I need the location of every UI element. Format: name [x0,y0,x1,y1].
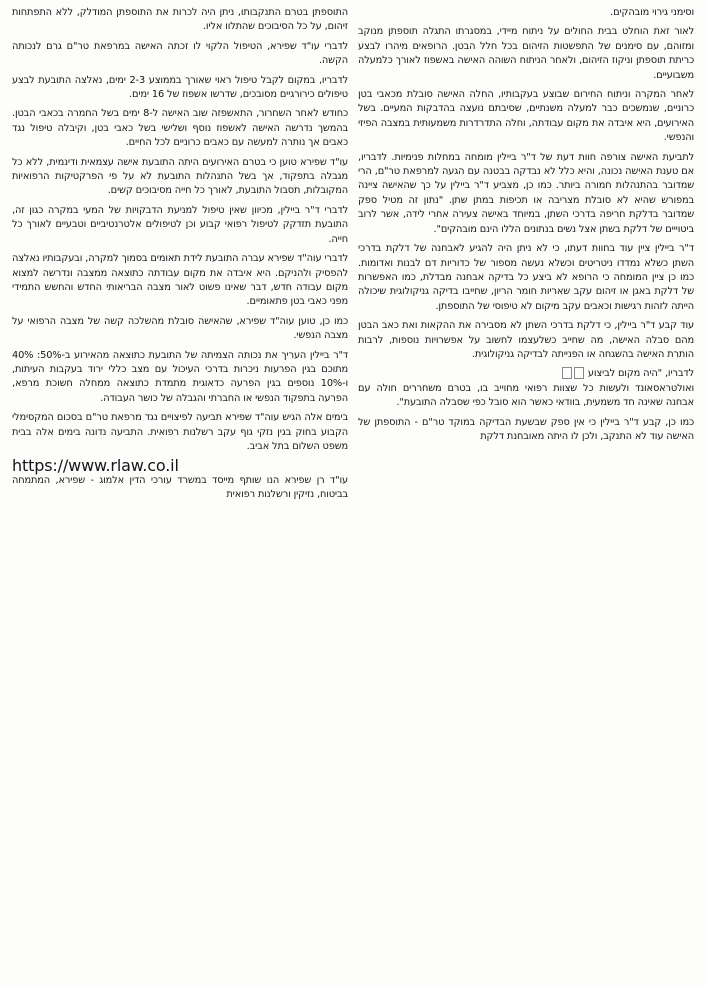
left-column [12,6,348,982]
paragraph: לדברי ד"ר ביילין, מכיוון שאין טיפול למניעת הדבקויות של המעי במקרה כגון זה, התובעת תזדקק לטיפול רפואי קבוע וכן לטיפולים אלטרנטיביים וטבעיים לאורך כל חייה. [12,204,348,245]
paragraph: כמו כן, טוען עוה"ד שפירא, שהאישה סובלת מהשלכה קשה של מצבה הרפואי על מצבה הנפשי. [12,315,348,342]
paragraph: בימים אלה הגיש עוה"ד שפירא תביעה לפיצויים נגד מרפאת טר"ם בסכום המקסימלי הקבוע בחוק בגין נזקי גוף עקב רשלנות רפואית. התביעה נדונה בימים אלה בבית משפט השלום בתל אביב. [12,412,348,452]
paragraph: ד"ר ביילין ציין עוד בחוות דעתו, כי לא ניתן היה להגיע לאבחנה של דלקת בדרכי השתן כשלא נמדדו ניטריטים וכשלא נעשה מספור של כדוריות דם לבנות ואדומות. כמו כן ציין המומחה כי הרופא לא ביצע כל בדיקה אבחנה מבדלת, כמו האפשרות של דלקת באגן או זיהום עקב שאריות חומר הריון, שחייבו בדיקה גניקולוגית שיכולה הייתה לזהות רגישות וכאבים עקב מיקום לא טיפוסי של התוספתן. [358,243,694,312]
website-link[interactable]: https://www.rlaw.co.il [12,456,179,476]
checkbox-marks-icon [561,367,585,381]
paragraph: עו"ד שפירא טוען כי בטרם האירועים היתה התובעת אישה עצמאית ודינמית, ללא כל מגבלה בתפקוד, אך בשל התנהלות התובעת לא על פי הפרקטיקות הרפואיות המקובלות, תסבול התובעת, לאורך כל חייה מסיבוכים קשים. [12,156,348,197]
paragraph-with-marks [358,367,694,381]
paragraph: לתביעת האישה צורפה חוות דעת של ד"ר ביילין מומחה במחלות פנימיות. לדבריו, אם טענת האישה נכונה, והיא כלל לא נבדקה בבטנה עם הגעה למרפאת טר"ם, הרי שמדובר בהתנהלות חמורה ביותר. כמו כן, מצביע ד"ר ביילין על כך שהאישה ציינה במפורש שהיא לא סובלת מצריבה או תכיפות במתן שתן. "נתון זה מטיל ספק שמדובר בדלקת חריפה בדרכי השתן, במיוחד באישה צעירה אחרי לידה, אשר לרוב ביטוייים של דלקת בשתן אצל נשים בנתונים הללו הינם מובהקים". [358,151,694,235]
paragraph: עוד קבע ד"ר ביילין, כי דלקת בדרכי השתן לא מסבירה את ההקאות ואת כאב הבטן מהם סבלה האישה, מה שחייב כשלעצמו לחשוב על אפשרויות נוספות, לרבות הותרת האישה בהשגחה או הפנייתה לבדיקה גניקולוגית. [358,320,694,360]
paragraph: לאחר המקרה וניתוח החירום שבוצע בעקבותיו, החלה האישה סובלת מכאבי בטן כרוניים, שנמשכים כבר למעלה משנתיים, שסיבתם נועצה בהדבקות המעיים. בשל האירועים, היא איבדה את מקום עבודתה, וחלה התדרדרות משמעותית במצבה הפיזי והנפשי. [358,89,694,144]
paragraph: ואולטראסאונד ולעשות כל שצוות רפואי מחוייב בו, בטרם משחררים חולה עם אבחנה שאינה חד משמעית, בוודאי כאשר הוא סובל כפי שסבלה התובעת". [358,382,694,409]
right-column [358,6,694,982]
paragraph-text: לדבריו, "היה מקום לביצוע [587,368,694,380]
paragraph: ד"ר ביילין העריך את נכותה הצמיתה של התובעת כתוצאה מהאירוע ב-50%: 40% מתוכם בגין הפרעות ניכרות בדרכי העיכול עם מצב כללי ירוד בעקבות העיתות, ו-10% נוספים בגין הפרעה כדאוגית מתמדת כתוצאה ממחלה חשוכת מרפא, הפרעה בתפקוד הנפשי או החברתי והגבלה של כושר העבודה. [12,349,348,404]
paragraph: כחודש לאחר השחרור, התאשפזה שוב האישה ל-8 ימים בשל החמרה בכאבי הבטן. בהמשך נדרשה האישה לאשפוז נוסף ושלישי בשל כאבי בטן, וקיבלה טיפול נגד כאבים אך נותרה למעשה עם כאבים כרוניים לכל החיים. [12,108,348,149]
paragraph: לדברי עו"ד שפירא, הטיפול הלקוי לו זכתה האישה במרפאת טר"ם גרם לנכותה הקשה. [12,40,348,67]
paragraph: וסימני גירוי מובהקים. [610,7,694,18]
paragraph: התוספתן בטרם התנקבותו, ניתן היה לכרות את התוספתן המודלק, ללא התפתחות זיהום, על כל הסיבוכים שהתלוו אליו. [12,7,348,33]
paragraph: לאור זאת הוחלט בבית החולים על ניתוח מיידי, במסגרתו התגלה תוספתן מנוקב ומזוהם, עם סימנים של התפשטות הזיהום בכל חלל הבטן. הרופאים מיהרו לבצע כריתת תוספתן וניקוז הזיהום, ולאחר הניתוח השוהה האישה באשפוז לאורך כלמעלה משבועיים. [358,26,694,81]
paragraph: לדברי עוה"ד שפירא עברה התובעת לידת תאומים בסמוך למקרה, ובעקבותיו נאלצה להפסיק ולהניקם. היא איבדה את מקום עבודתה כתוצאה ממצבה ונדרשה למצוא מקום עבודה חדש, דבר שאינו פשוט לאור מצבה הבריאותי החדש והחשש התמידי מפני כאבי בטן פתאומיים. [12,253,348,308]
author-note: עו"ד רן שפירא הנו שותף מייסד במשרד עורכי הדין אלמוג - שפירא, המתמחה בביטוח, נזיקין ורשלנות רפואית [12,474,348,501]
paragraph: לדבריו, במקום לקבל טיפול ראוי שאורך בממוצע 2-3 ימים, נאלצה התובעת לבצע טיפולים כירורגיים מסובכים, שדרשו אשפוז של 16 ימים. [12,74,348,101]
paragraph: כמו כן, קבע ד"ר ביילין כי אין ספק שבשעת הבדיקה במוקד טר"ם - התוספתן של האישה עוד לא התנקב, ולכן לו היתה מאובחנת דלקת [358,416,694,442]
